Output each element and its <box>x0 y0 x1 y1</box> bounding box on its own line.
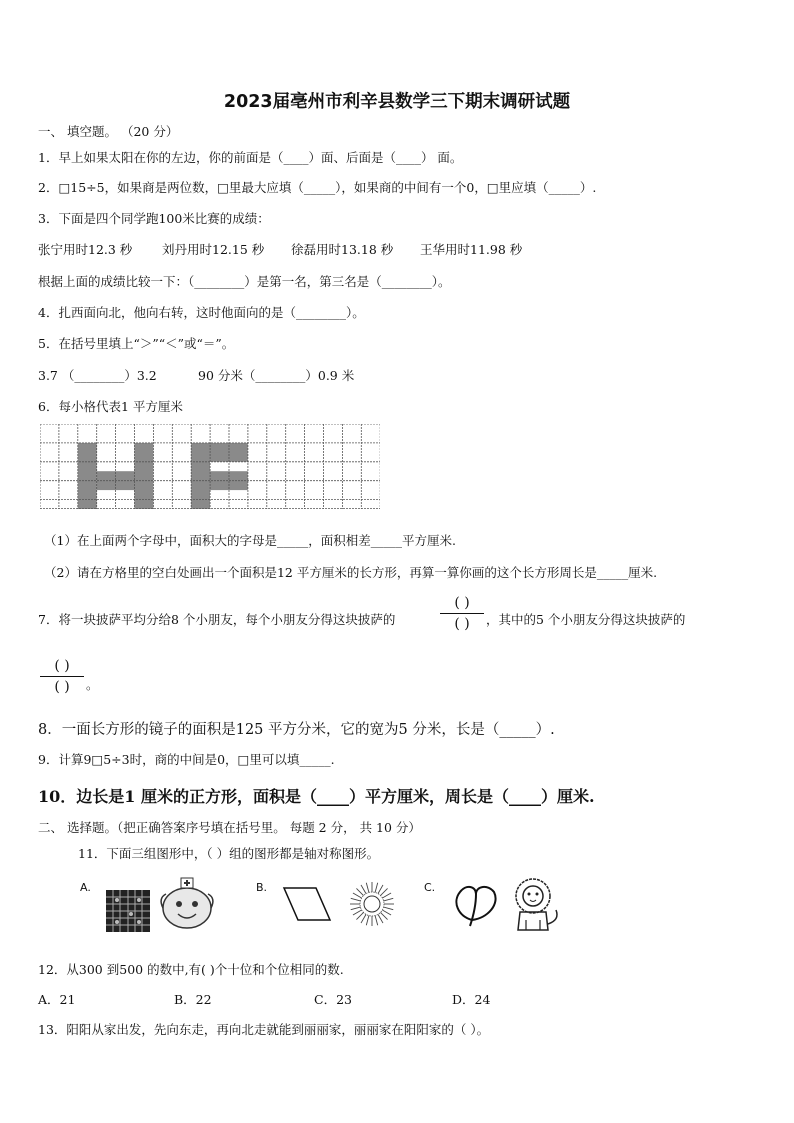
question-5-intro: 5．在括号里填上“＞”“＜”或“＝”。 <box>38 336 235 351</box>
fraction-blank-1[interactable] <box>440 594 484 633</box>
option-c-label: C. <box>424 881 436 894</box>
question-7-part-1: 7．将一块披萨平均分给8 个小朋友，每个小朋友分得这块披萨的 <box>38 612 396 627</box>
option-12-b: B．22 <box>174 992 212 1007</box>
letter-f <box>191 443 248 509</box>
option-b-label: B. <box>256 881 268 894</box>
result-xulei: 徐磊用时13.18 秒 <box>291 242 394 257</box>
parallelogram-shape <box>282 884 332 924</box>
question-2: 2．□15÷5，如果商是两位数，□里最大应填（_____），如果商的中间有一个0，□里应填（_____）. <box>38 180 597 195</box>
question-3-intro: 3．下面是四个同学跑100米比赛的成绩： <box>38 211 270 226</box>
numerator-blank[interactable]: ( ) <box>54 658 70 674</box>
question-10: 10．边长是1 厘米的正方形，面积是（____）平方厘米，周长是（____）厘米. <box>38 787 595 806</box>
option-a-label: A. <box>80 881 91 894</box>
page-title: 2023届亳州市利辛县数学三下期末调研试题 <box>223 92 571 112</box>
fraction-blank-2[interactable] <box>40 657 84 696</box>
question-5-b: 90 分米（________）0.9 米 <box>198 368 355 383</box>
fraction-bar <box>40 676 84 677</box>
question-3-ask: 根据上面的成绩比较一下：（________）是第一名，第三名是（________）。 <box>38 274 451 289</box>
pattern-square-image <box>106 890 150 932</box>
denominator-blank[interactable]: ( ) <box>54 679 70 695</box>
denominator-blank[interactable]: ( ) <box>454 616 470 632</box>
result-wanghua: 王华用时11.98 秒 <box>420 242 523 257</box>
option-12-a: A．21 <box>38 992 76 1007</box>
section-2-heading: 二、 选择题。（把正确答案序号填在括号里。 每题 2 分， 共 10 分） <box>38 820 421 835</box>
result-zhangning: 张宁用时12.3 秒 <box>38 242 133 257</box>
lion-cartoon-image <box>506 876 564 932</box>
question-13: 13．阳阳从家出发，先向东走，再向北走就能到丽丽家，丽丽家在阳阳家的（ ）。 <box>38 1022 490 1037</box>
leaf-shape <box>452 880 500 928</box>
question-6-part-2: （2）请在方格里的空白处画出一个面积是12 平方厘米的长方形，再算一算你画的这个长方形周长是_____厘米. <box>44 565 658 580</box>
question-4: 4．扎西面向北，他向右转，这时他面向的是（________）。 <box>38 305 365 320</box>
question-5-a: 3.7 （________）3.2 <box>38 368 157 383</box>
result-liudan: 刘丹用时12.15 秒 <box>162 242 265 257</box>
question-8: 8．一面长方形的镜子的面积是125 平方分米，它的宽为5 分米，长是（_____）. <box>38 722 555 738</box>
question-7-end: 。 <box>86 677 99 692</box>
question-7-part-2: ，其中的5 个小朋友分得这块披萨的 <box>486 612 686 627</box>
question-6-part-1: （1）在上面两个字母中，面积大的字母是_____，面积相差_____平方厘米. <box>44 533 456 548</box>
cartoon-nurse-image <box>156 876 218 932</box>
sun-pattern-image <box>348 880 396 928</box>
fraction-bar <box>440 613 484 614</box>
question-6-intro: 6．每小格代表1 平方厘米 <box>38 399 183 414</box>
section-1-heading: 一、 填空题。 （20 分） <box>38 124 179 139</box>
question-9: 9．计算9□5÷3时，商的中间是0，□里可以填_____. <box>38 752 335 767</box>
square-grid <box>40 424 380 509</box>
question-12: 12．从300 到500 的数中,有( )个十位和个位相同的数. <box>38 962 344 977</box>
question-11: 11．下面三组图形中，（ ）组的图形都是轴对称图形。 <box>78 846 380 861</box>
option-12-c: C．23 <box>314 992 352 1007</box>
option-12-d: D．24 <box>452 992 491 1007</box>
question-1: 1．早上如果太阳在你的左边，你的前面是（____）面、后面是（____） 面。 <box>38 150 463 165</box>
numerator-blank[interactable]: ( ) <box>454 595 470 611</box>
